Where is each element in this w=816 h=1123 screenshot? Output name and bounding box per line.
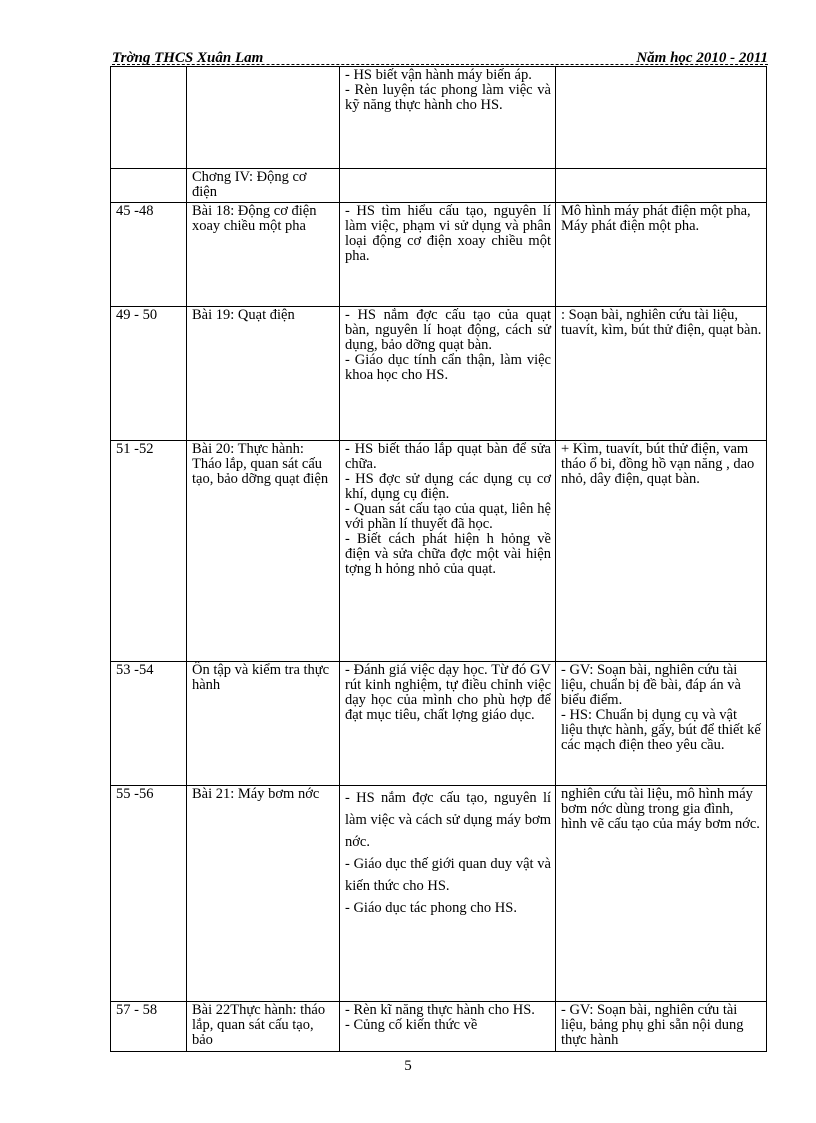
lesson-plan-table bbox=[110, 66, 767, 1052]
objectives-cell bbox=[340, 203, 556, 307]
prep-line: + Kìm, tuavít, bút thử điện, vam tháo ổ bi, đồng hồ vạn năng , dao nhỏ, dây điện, quạt bàn. bbox=[561, 441, 755, 487]
lesson-title: Ôn tập và kiểm tra thực hành bbox=[192, 662, 330, 693]
prep-line: nghiên cứu tài liệu, mô hình máy bơm nớc dùng trong gia đình, hình vẽ cấu tạo của máy bơm nớc. bbox=[561, 786, 760, 832]
lesson-title: Bài 21: Máy bơm nớc bbox=[192, 786, 320, 802]
table-row bbox=[111, 441, 767, 662]
prep-line: Mô hình máy phát điện một pha, Máy phát điện một pha. bbox=[561, 203, 751, 234]
period-cell bbox=[111, 67, 187, 169]
objective-line: - Rèn luyện tác phong làm việc và kỹ năng thực hành cho HS. bbox=[345, 82, 551, 113]
table-row bbox=[111, 1002, 767, 1052]
lesson-title: Bài 22Thực hành: tháo lắp, quan sát cấu tạo, bảo bbox=[192, 1002, 326, 1048]
lesson-cell bbox=[187, 67, 340, 169]
lesson-title: Bài 19: Quạt điện bbox=[192, 307, 295, 323]
objective-line: - Rèn kĩ năng thực hành cho HS. bbox=[345, 1002, 535, 1018]
table-row bbox=[111, 203, 767, 307]
objective-line: - HS tìm hiểu cấu tạo, nguyên lí làm việc, phạm vi sử dụng và phân loại động cơ điện xoay chiều một pha. bbox=[345, 203, 551, 264]
prep-line: : Soạn bài, nghiên cứu tài liệu, tuavít, kìm, bút thử điện, quạt bàn. bbox=[561, 307, 762, 338]
objective-line: - Biết cách phát hiện h hỏng về điện và sửa chữa đợc một vài hiện tợng h hỏng nhỏ của quạt. bbox=[345, 531, 551, 577]
objective-line: - HS nắm đợc cấu tạo, nguyên lí làm việc và cách sử dụng máy bơm nớc. bbox=[345, 790, 551, 850]
objectives-cell bbox=[340, 441, 556, 662]
objective-line: - Giáo dục tính cẩn thận, làm việc khoa học cho HS. bbox=[345, 352, 551, 383]
objectives-cell bbox=[340, 307, 556, 441]
objectives-cell bbox=[340, 169, 556, 203]
period-cell: 53 -54 bbox=[111, 662, 187, 786]
prep-cell bbox=[556, 307, 767, 441]
lesson-cell bbox=[187, 786, 340, 1002]
prep-cell bbox=[556, 1002, 767, 1052]
prep-cell bbox=[556, 662, 767, 786]
period-cell: 45 -48 bbox=[111, 203, 187, 307]
lesson-cell bbox=[187, 1002, 340, 1052]
period-cell: 57 - 58 bbox=[111, 1002, 187, 1052]
chapter-title: Chơng IV: Động cơ điện bbox=[192, 169, 307, 200]
page-header bbox=[112, 49, 768, 67]
period-cell: 51 -52 bbox=[111, 441, 187, 662]
page-number: 5 bbox=[404, 1058, 412, 1074]
objective-line: - Giáo dục thế giới quan duy vật và kiến thức cho HS. bbox=[345, 856, 551, 894]
period-cell: 49 - 50 bbox=[111, 307, 187, 441]
lesson-cell bbox=[187, 169, 340, 203]
objectives-cell bbox=[340, 1002, 556, 1052]
lesson-title: Bài 18: Động cơ điện xoay chiều một pha bbox=[192, 203, 317, 234]
objectives-cell bbox=[340, 67, 556, 169]
school-name: Trờng THCS Xuân Lam bbox=[112, 50, 264, 66]
lesson-title: Bài 20: Thực hành: Tháo lắp, quan sát cấu tạo, bảo dỡng quạt điện bbox=[192, 441, 329, 487]
table-row bbox=[111, 67, 767, 169]
school-year: Năm học 2010 - 2011 bbox=[636, 50, 768, 66]
objective-line: - HS biết vận hành máy biến áp. bbox=[345, 67, 532, 83]
period-cell bbox=[111, 169, 187, 203]
objective-line: - HS nắm đợc cấu tạo của quạt bàn, nguyên lí hoạt động, cách sử dụng, bảo dỡng quạt bàn. bbox=[345, 307, 551, 353]
table-row bbox=[111, 169, 767, 203]
prep-line: - GV: Soạn bài, nghiên cứu tài liệu, chuẩn bị đề bài, đáp án và biểu điểm. bbox=[561, 662, 741, 708]
prep-cell bbox=[556, 786, 767, 1002]
prep-cell bbox=[556, 203, 767, 307]
lesson-cell bbox=[187, 203, 340, 307]
prep-cell bbox=[556, 441, 767, 662]
objective-line: - Quan sát cấu tạo của quạt, liên hệ với phần lí thuyết đã học. bbox=[345, 501, 551, 532]
objective-line: - Đánh giá việc dạy học. Từ đó GV rút kinh nghiệm, tự điều chỉnh việc dạy học của mình cho phù hợp để đạt mục tiêu, chất lợng giáo dục. bbox=[345, 662, 551, 723]
objective-line: - Củng cố kiến thức về bbox=[345, 1017, 478, 1033]
header-rule bbox=[112, 64, 768, 65]
prep-cell bbox=[556, 169, 767, 203]
prep-line: - HS: Chuẩn bị dụng cụ và vật liệu thực hành, gấy, bút để thiết kế các mạch điện theo yêu cầu. bbox=[561, 707, 761, 753]
objectives-cell bbox=[340, 662, 556, 786]
lesson-cell bbox=[187, 307, 340, 441]
lesson-cell bbox=[187, 662, 340, 786]
objectives-cell bbox=[340, 786, 556, 1002]
prep-line: - GV: Soạn bài, nghiên cứu tài liệu, bảng phụ ghi sẵn nội dung thực hành bbox=[561, 1002, 744, 1048]
objective-line: - HS biết tháo lắp quạt bàn để sửa chữa. bbox=[345, 441, 551, 472]
table-row bbox=[111, 662, 767, 786]
prep-cell bbox=[556, 67, 767, 169]
table-row bbox=[111, 786, 767, 1002]
objective-line: - HS đợc sử dụng các dụng cụ cơ khí, dụng cụ điện. bbox=[345, 471, 551, 502]
lesson-cell bbox=[187, 441, 340, 662]
period-cell: 55 -56 bbox=[111, 786, 187, 1002]
table-row bbox=[111, 307, 767, 441]
objective-line: - Giáo dục tác phong cho HS. bbox=[345, 900, 517, 916]
